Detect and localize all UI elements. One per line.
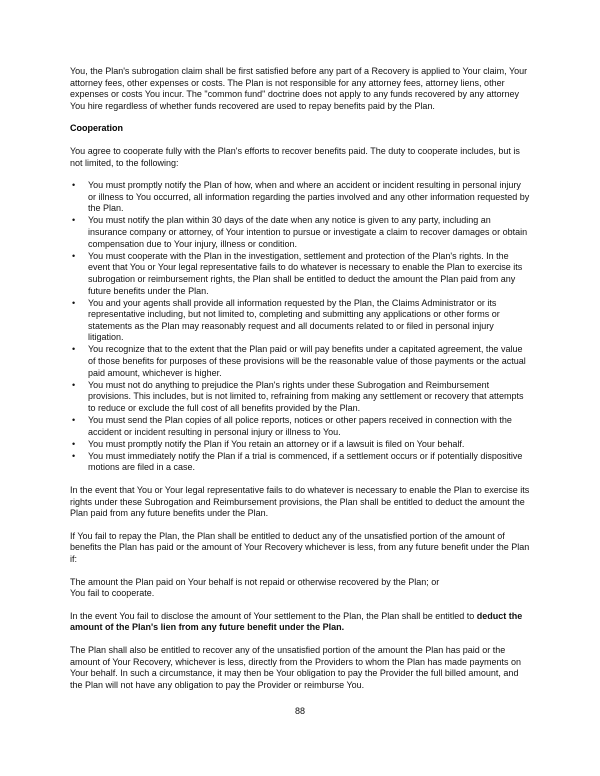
disclosure-text-normal: In the event You fail to disclose the amount of Your settlement to the Plan, the Plan shall be entitled to — [70, 610, 477, 621]
page-content — [70, 66, 530, 691]
list-item-text: You must notify the plan within 30 days of the date when any notice is given to any party, including an insurance company or attorney, of Your intention to pursue or investigate a claim to recover damages or obtain compensation due to Your injury, illness or condition. — [88, 215, 528, 249]
bullet-icon: • — [72, 250, 76, 261]
intro-paragraph: You, the Plan's subrogation claim shall be first satisfied before any part of a Recovery is applied to Your claim, Your attorney fees, other expenses or costs. The Plan is not responsible for any attorney fees, attorney liens, other expenses or costs You incur. The "common fund" doctrine does not apply to any funds recovered by any attorney You hire regardless of whether funds recovered are used to repay benefits paid by the Plan. — [70, 66, 528, 111]
list-item — [70, 344, 530, 379]
list-item-text: You and your agents shall provide all information requested by the Plan, the Claims Administrator or its representative including, but not limited to, completing and submitting any applications or other forms or statements as the Plan may reasonably request and all documents related to or filed in personal injury litigation. — [88, 297, 500, 343]
bullet-icon: • — [72, 379, 76, 390]
list-item — [70, 439, 530, 451]
bullet-icon: • — [72, 450, 76, 461]
list-item — [70, 415, 530, 438]
list-item-text: You must promptly notify the Plan of how, when and where an accident or incident resulting in personal injury or illness to You occurred, all information regarding the parties involved and any other information requested by the Plan. — [88, 180, 530, 214]
cooperation-bullet-list — [70, 180, 530, 474]
list-item — [70, 451, 530, 474]
repayment-paragraph: If You fail to repay the Plan, the Plan shall be entitled to deduct any of the unsatisfied portion of the amount of benefits the Plan has paid or the amount of Your Recovery whichever is less, from any future benefit under the Plan if: — [70, 530, 530, 564]
bullet-icon: • — [72, 438, 76, 449]
disclosure-text-bold: deduct the amount of the Plan's lien from any future benefit under the Plan. — [70, 610, 523, 633]
list-item — [70, 215, 530, 250]
list-item-text: You must not do anything to prejudice the Plan's rights under these Subrogation and Reimbursement provisions. This includes, but is not limited to, refraining from making any settlement or recovery that attempts to reduce or exclude the full cost of all benefits provided by the Plan. — [88, 379, 524, 413]
list-item — [70, 251, 530, 297]
list-item-text: You recognize that to the extent that the Plan paid or will pay benefits under a capitated agreement, the value of those benefits for purposes of these provisions will be the reasonable value of those payments or the actual paid amount, whichever is higher. — [88, 344, 526, 378]
list-item — [70, 380, 530, 415]
provider-recovery-paragraph: The Plan shall also be entitled to recover any of the unsatisfied portion of the amount the Plan has paid or the amount of Your Recovery, whichever is less, directly from the Providers to whom the Plan has made payments on Your behalf. In such a circumstance, it may then be Your obligation to pay the Provider the full billed amount, and the Plan will not have any obligation to pay the Provider or reimburse You. — [70, 644, 522, 690]
failure-to-cooperate-paragraph: In the event that You or Your legal representative fails to do whatever is necessary to enable the Plan to exercise its rights under these Subrogation and Reimbursement provisions, the Plan shall be entitled to deduct the amount the Plan paid from any future benefits under the Plan. — [70, 485, 530, 519]
cooperation-intro-paragraph: You agree to cooperate fully with the Plan's efforts to recover benefits paid. The duty to cooperate includes, but is not limited, to the following: — [70, 145, 520, 168]
bullet-icon: • — [72, 415, 76, 426]
condition-line-one: The amount the Plan paid on Your behalf is not repaid or otherwise recovered by the Plan; or — [70, 576, 440, 587]
bullet-icon: • — [72, 344, 76, 355]
list-item — [70, 180, 530, 215]
page-number: 88 — [294, 706, 305, 716]
section-heading-cooperation: Cooperation — [70, 123, 123, 134]
bullet-icon: • — [72, 180, 76, 191]
condition-line-two: You fail to cooperate. — [70, 588, 155, 599]
list-item-text: You must cooperate with the Plan in the investigation, settlement and protection of the Plan's rights. In the event that You or Your legal representative fails to do whatever is necessary to enable the Plan to exercise its subrogation or reimbursement rights, the Plan shall be entitled to deduct the amount the Plan paid from any future benefits under the Plan. — [88, 250, 523, 296]
list-item-text: You must promptly notify the Plan if You retain an attorney or if a lawsuit is filed on Your behalf. — [88, 438, 465, 449]
bullet-icon: • — [72, 297, 76, 308]
list-item-text: You must send the Plan copies of all police reports, notices or other papers received in connection with the accident or incident resulting in personal injury or illness to You. — [88, 415, 512, 437]
list-item-text: You must immediately notify the Plan if a trial is commenced, if a settlement occurs or if potentially dispositive motions are filed in a case. — [88, 450, 523, 473]
bullet-icon: • — [72, 215, 76, 226]
list-item — [70, 298, 530, 344]
disclosure-paragraph — [70, 611, 530, 634]
